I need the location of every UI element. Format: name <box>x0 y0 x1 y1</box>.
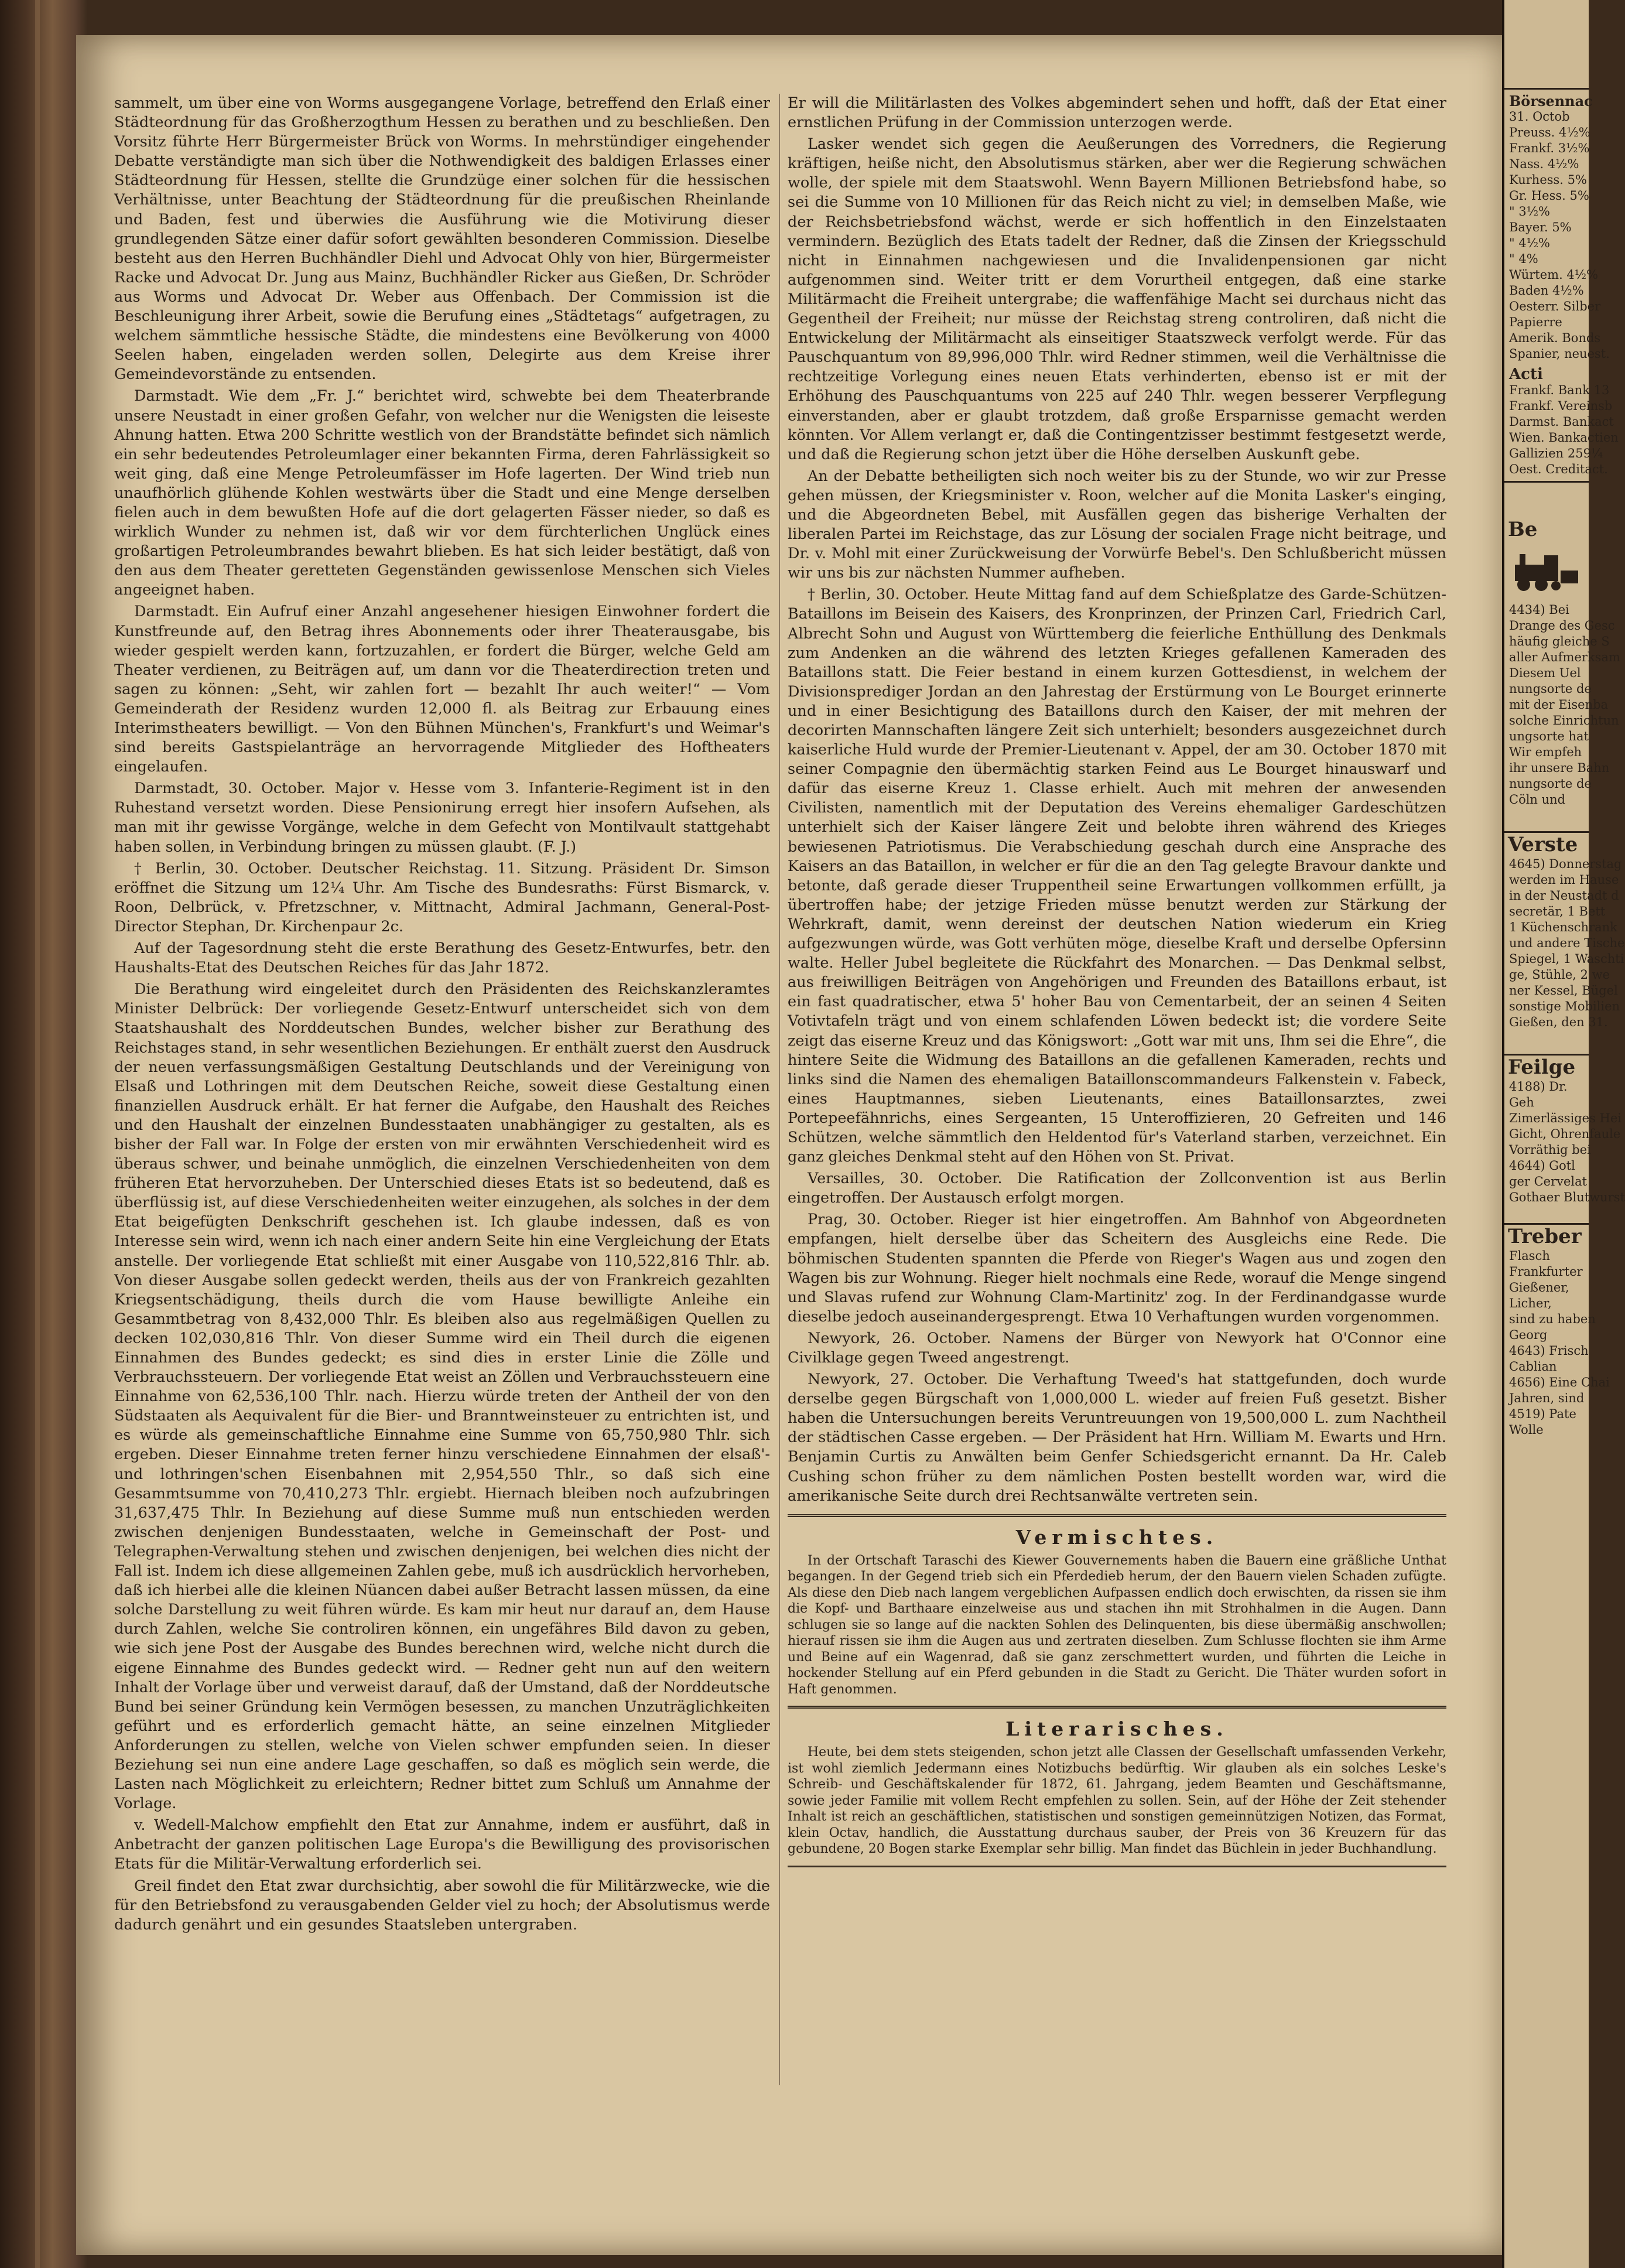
stock-exchange-box <box>1504 88 1619 483</box>
actien-list <box>1504 382 1619 477</box>
ad-line: 4644) Gotl <box>1509 1159 1575 1173</box>
ad3-head: Feilge <box>1504 1054 1589 1079</box>
ad-line: Spiegel, 1 Waschti <box>1509 952 1624 966</box>
ad-line: 4656) Eine Chai <box>1509 1375 1610 1389</box>
ad4-head: Treber <box>1504 1223 1589 1248</box>
ad-line: häufig gleiche S <box>1509 634 1610 648</box>
right-article: Newyork, 27. October. Die Verhaftung Tweed's hat stattgefunden, doch wurde derselbe gegen Bürgschaft von 1,000,000 L. wieder auf freien Fuß gesetzt. Bisher haben die Untersuchungen bereits Veruntreuungen von 19,500,000 L. zum Nachtheil der städtischen Casse ergeben. — Der Präsident hat Hrn. William M. Ewarts und Hrn. Benjamin Curtis zu Anwälten beim Genfer Schiedsgericht ernannt. Da Hr. Caleb Cushing schon früher zu dem nämlichen Posten bestellt worden war, wird die amerikanische Seite durch drei Rechtsanwälte vertreten sein. <box>788 1371 1446 1505</box>
literarisches-text: Heute, bei dem stets steigenden, schon jetzt alle Classen der Gesellschaft umfassenden Verkehr, ist wohl ziemlich Jedermann eines Notizbuchs bedürftig. Wir glauben als ein solches Leske's Schreib- und Geschäftskalender für 1872, 61. Jahrgang, jedem Beamten und Geschäftsmanne, sowie jeder Familie mit vollem Recht empfehlen zu sollen. Sein, auf der Höhe der Zeit stehender Inhalt ist reich an geschäftlichen, statistischen und sonstigen gemeinnützigen Notizen, das Format, klein Octav, handlich, die Ausstattung durchaus sauber, der Preis von 36 Kreuzern für das gebundene, 20 Bogen starke Exemplar sehr billig. Man findet das Büchlein in jeder Buchhandlung. <box>788 1745 1446 1857</box>
adjacent-page-strip <box>1502 0 1625 2268</box>
exchange-rate-line: Bayer. 5% <box>1509 220 1572 234</box>
ad-line: Gothaer Blutwurst <box>1509 1190 1625 1204</box>
ad-line: ger Cervelat <box>1509 1174 1588 1188</box>
ad-line: Drange des Gesc <box>1509 619 1615 633</box>
ad-line: aller Aufmerksam <box>1509 650 1620 664</box>
ad-line: Diesem Uel <box>1509 666 1581 680</box>
literarisches-title: Literarisches. <box>1005 1717 1229 1741</box>
ad-line: Frankfurter <box>1509 1265 1583 1279</box>
ad-line: mit der Eisenba <box>1509 698 1609 712</box>
exchange-rate-line: " 4½% <box>1509 236 1551 250</box>
actien-line: Wien. Bankactien <box>1509 431 1619 445</box>
left-article: † Berlin, 30. October. Deutscher Reichstag. 11. Sitzung. Präsident Dr. Simson eröffnet die Sitzung um 12¼ Uhr. Am Tische des Bundesraths: Fürst Bismarck, v. Roon, Delbrück, v. Pfretzschner, v. Mittnacht, Admiral Jachmann, General-Post-Director Stephan, Dr. Kirchenpaur 2c. <box>114 859 770 935</box>
ad3-lines <box>1504 1079 1625 1205</box>
actien-line: Oest. Creditact. <box>1509 462 1608 476</box>
column-divider <box>779 94 780 2085</box>
ad-line: 4645) Donnerstag <box>1509 857 1622 871</box>
ad2-lines <box>1504 856 1625 1030</box>
right-article: An der Debatte betheiligten sich noch weiter bis zu der Stunde, wo wir zur Presse gehen müssen, der Kriegsminister v. Roon, welcher auf die Monita Lasker's einging, und die Abgeordneten Bebel, mit Ausfällen gegen das bisherige Verhalten der liberalen Partei im Reichstage, das zur Lösung der socialen Frage nicht beitrage, und Dr. v. Mohl mit einer Zurückweisung der Vorwürfe Bebel's. Den Schlußbericht müssen wir uns bis zur nächsten Nummer aufheben. <box>788 467 1446 582</box>
left-article: Darmstadt. Ein Aufruf einer Anzahl angesehener hiesigen Einwohner fordert die Kunstfreunde auf, den Betrag ihres Abonnements oder ihrer Theaterausgabe, bis wieder gespielt werden kann, fortzuzahlen, er fordert die Bürger, welche Geld am Theater verdienen, zu Beiträgen auf, um dann vor die Theaterdirection treten und sagen zu können: „Seht, wir zahlen fort — bezahlt Ihr auch weiter!“ — Vom Gemeinderath der Residenz wurden 12,000 fl. als Beitrag zur Erbauung eines Interimstheaters bewilligt. — Von den Bühnen München's, Frankfurt's und Weimar's sind bereits Gastspielanträge an hervorragende Mitglieder des Hoftheaters eingelaufen. <box>114 603 770 776</box>
book-binding <box>0 0 88 2268</box>
ad-line: 4519) Pate <box>1509 1407 1576 1421</box>
left-article: Auf der Tagesordnung steht die erste Berathung des Gesetz-Entwurfes, betr. den Haushalts-Etat des Deutschen Reiches für das Jahr 1872. <box>114 940 770 977</box>
section-rule <box>788 1514 1446 1517</box>
ad2-head: Verste <box>1504 831 1589 856</box>
ad1-head: Be <box>1508 518 1538 541</box>
ad-line: 1 Küchenschrank <box>1509 920 1617 934</box>
ad-line: 4643) Frisch <box>1509 1344 1589 1358</box>
ad-line: Gicht, Ohrenfaule <box>1509 1127 1621 1141</box>
ad-line: Cablian <box>1509 1360 1557 1374</box>
left-article: sammelt, um über eine von Worms ausgegangene Vorlage, betreffend den Erlaß einer Städteordnung für das Großherzogthum Hessen zu berathen und zu beschließen. Den Vorsitz führte Herr Bürgermeister Brück von Worms. In mehrstündiger eingehender Debatte verständigte man sich über die Nothwendigkeit des baldigen Erlasses einer Städteordnung für Hessen, stellte die Grundzüge einer solchen für die hessischen Verhältnisse, unter Beachtung der Städteordnung für die preußischen Rheinlande und Baden, fest und überwies die Ausführung wie die Motivirung dieser grundlegenden Sätze einer dafür sofort gewählten besonderen Commission. Dieselbe besteht aus den Herren Buchhändler Diehl und Advocat Ohly von hier, Bürgermeister Racke und Advocat Dr. Jung aus Mainz, Buchhändler Ricker aus Gießen, Dr. Schröder aus Worms und Advocat Dr. Weber aus Offenbach. Der Commission ist die Beschleunigung ihrer Arbeit, sowie die Berufung eines „Städtetags“ aufgetragen, zu welchem sämmtliche hessische Städte, die mindestens eine Bevölkerung von 4000 Seelen haben, eingeladen werden sollen, Delegirte aus dem Kreise ihrer Gemeindevorstände zu entsenden. <box>114 94 770 384</box>
exchange-date: 31. Octob <box>1509 110 1570 124</box>
ad-line: in der Neustadt d <box>1509 889 1619 903</box>
right-article: Lasker wendet sich gegen die Aeußerungen des Vorredners, die Regierung kräftigen, heiße nicht, den Absolutismus stärken, aber wer die Regierung schwächen wolle, der spiele mit dem Staatswohl. Wenn Bayern Millionen Betriebsfond habe, so sei die Summe von 10 Millionen für das Reich nicht zu viel; in demselben Maße, wie der Reichsbetriebsfond wächst, werde er sich hoffentlich in den Einzelstaaten vermindern. Bezüglich des Etats tadelt der Redner, daß die Zinsen der Kriegsschuld nicht in Einnahmen nachgewiesen und die Invalidenpensionen gar nicht aufgenommen sind. Weiter tritt er dem Vorurtheil entgegen, daß eine starke Militärmacht die Freiheit untergrabe; die waffenfähige Macht sei durchaus nicht das Gegentheil der Freiheit; nur müsse der Reichstag streng controliren, daß nicht die Entwickelung der Militärmacht als einseitiger Staatszweck verfolgt werde. Für das Pauschquantum von 89,996,000 Thlr. wird Redner stimmen, weil die Verhältnisse die rechtzeitige Vorlegung eines neuen Etats verhinderten, ebenso ist er mit der Erhöhung des Pauschquantums von 225 auf 240 Thlr. wegen besserer Verpflegung einverstanden, aber er glaubt trotzdem, daß große Ersparnisse gemacht werden könnten. Vor Allem verlangt er, daß die Contingentzisser bestimmt festgesetzt werde, und daß die Regierung schon jetzt über die Höhe derselben Auskunft gebe. <box>788 135 1446 463</box>
right-article: Newyork, 26. October. Namens der Bürger von Newyork hat O'Connor eine Civilklage gegen Tweed angestrengt. <box>788 1329 1446 1367</box>
exchange-rate-line: Gr. Hess. 5% <box>1509 189 1589 203</box>
ad-line: secretär, 1 Bett <box>1509 904 1606 918</box>
exchange-rate-line: Frankf. 3½% <box>1509 141 1590 155</box>
exchange-rate-line: Baden 4½% <box>1509 284 1584 298</box>
exchange-header: Börsennac <box>1509 93 1593 110</box>
actien-line: Gallizien 259¼ <box>1509 446 1603 460</box>
actien-line: Frankf. Vereinsb <box>1509 399 1613 413</box>
ad-line: nungsorte de <box>1509 682 1592 696</box>
ad4-lines <box>1504 1248 1610 1438</box>
exchange-rate-line: Kurhess. 5% <box>1509 173 1587 187</box>
right-articles <box>788 94 1446 1506</box>
left-article: v. Wedell-Malchow empfiehlt den Etat zur Annahme, indem er ausführt, daß in Anbetracht der ganzen politischen Lage Europa's die Bewilligung des provisorischen Etats für die Militär-Verwaltung erforderlich sei. <box>114 1816 770 1873</box>
exchange-rate-line: Spanier, neuest. <box>1509 347 1610 361</box>
left-article: Greil findet den Etat zwar durchsichtig, aber sowohl die für Militärzwecke, wie die für den Betriebsfond zu verausgabenden Gelder viel zu hoch; der Absolutismus werde dadurch genährt und ein gesundes Staatsleben untergraben. <box>114 1877 770 1934</box>
ad-line: Wir empfeh <box>1509 745 1582 759</box>
ad-line: Zimerlässiges Hei <box>1509 1111 1621 1125</box>
right-article: Prag, 30. October. Rieger ist hier eingetroffen. Am Bahnhof von Abgeordneten empfangen, hielt derselbe über das Scheitern des Ausgleichs eine Rede. Die böhmischen Studenten spannten die Pferde von Rieger's Wagen aus und zogen den Wagen bis zur Wohnung. Rieger hielt nochmals eine Rede, worauf die Menge singend und Slavas rufend zur Wohnung Clam-Martinitz' zog. In der Ferdinandgasse wurde dieselbe jedoch auseinandergesprengt. Etwa 10 Verhaftungen wurden vorgenommen. <box>788 1211 1446 1326</box>
right-article: Er will die Militärlasten des Volkes abgemindert sehen und hofft, daß der Etat einer ernstlichen Prüfung in der Commission unterzogen werde. <box>788 94 1446 132</box>
ad-line: 4188) Dr. <box>1509 1080 1568 1094</box>
actien-line: Frankf. Bank 13 <box>1509 383 1610 397</box>
ad-line: Licher, <box>1509 1296 1552 1310</box>
ad-line: ihr unsere Bahn <box>1509 761 1610 775</box>
ad-line: Jahren, sind <box>1509 1391 1585 1405</box>
ad-line: Geh <box>1509 1095 1534 1109</box>
ad-line: werden im Hause <box>1509 873 1619 887</box>
vermischtes-text: In der Ortschaft Taraschi des Kiewer Gouvernements haben die Bauern eine gräßliche Unthat begangen. In der Gegend trieb sich ein Pferdedieb herum, der den Bauern vielen Schaden zufügte. Als diese den Dieb nach langem vergeblichen Aufpassen endlich doch erwischten, da rissen sie ihm die Kopf- und Barthaare einzelweise aus und stachen ihn mit Strohhalmen in die Augen. Dann schlugen sie so lange auf die nackten Sohlen des Delinquenten, bis diese übermäßig anschwollen; hierauf rissen sie ihm die Augen aus und zertraten dieselben. Zum Schlusse flochten sie ihm Arme und Beine auf ein Wagenrad, daß sie ganz zerschmettert wurden, und führten die Leiche in hockender Stellung auf ein Pferd gebunden in die Stadt zu Gericht. Die Thäter wurden sofort in Haft genommen. <box>788 1553 1446 1697</box>
right-article: Versailles, 30. October. Die Ratification der Zollconvention ist aus Berlin eingetroffen. Der Austausch erfolgt morgen. <box>788 1170 1446 1207</box>
ad-line: sind zu haben <box>1509 1312 1596 1326</box>
ad-line: Georg <box>1509 1328 1548 1342</box>
exchange-rate-line: Nass. 4½% <box>1509 157 1579 171</box>
ad-line: 4434) Bei <box>1509 603 1569 617</box>
ad-line: sonstige Mobilien <box>1509 999 1620 1013</box>
right-column <box>788 94 1446 1873</box>
left-column <box>114 94 770 1937</box>
ad-line: Gießen, den 31. <box>1509 1015 1608 1029</box>
left-article: Die Berathung wird eingeleitet durch den Präsidenten des Reichskanzleramtes Minister Delbrück: Der vorliegende Gesetz-Entwurf unterscheidet sich von dem Staatshaushalt des Norddeutschen Bundes, welcher bisher zur Berathung des Reichstages stand, in sehr wesentlichen Beziehungen. Er enthält zuerst den Ausdruck der neuen verfassungsmäßigen Gestaltung Deutschlands und der Vereinigung von Elsaß und Lothringen mit dem Deutschen Reiche, soweit diese Gestaltung einen finanziellen Ausdruck erhält. Er hat ferner die Aufgabe, den Haushalt des Reiches und den Haushalt der einzelnen Bundesstaaten unabhängiger zu gestalten, als es bisher der Fall war. In Folge der ersten von mir erwähnten Verschiedenheit wird es überaus schwer, und beinahe unmöglich, die einzelnen Verschiedenheiten von dem früheren Etat hervorzuheben. Der Unterschied dieses Etats ist so bedeutend, daß es überflüssig ist, auf diese Verschiedenheiten weiter einzugehen, als solches in der dem Etat beigefügten Denkschrift geschehen ist. Ich glaube indessen, daß es von Interesse sein wird, wenn ich nach einer andern Seite hin eine Vergleichung der Etats anstelle. Der vorliegende Etat schließt mit einer Ausgabe von 110,522,816 Thlr. ab. Von dieser Ausgabe sollen gedeckt werden, theils aus der von Frankreich gezahlten Kriegsentschädigung, theils durch die vom Hause bewilligte Anleihe ein Gesammtbetrag von 8,432,000 Thlr. Es bleiben also aus regelmäßigen Quellen zu decken 102,030,816 Thlr. Von dieser Summe wird ein Theil durch die eigenen Einnahmen des Bundes gedeckt; es sind dies in erster Linie die Zölle und Verbrauchssteuern. Der vorliegende Etat weist an Zöllen und Verbrauchssteuern eine Einnahme von 62,536,100 Thlr. nach. Hierzu würde treten der Antheil der von den Südstaaten als Aequivalent für die Bier- und Branntweinsteuer zu entrichten ist, und es würde als gemeinschaftliche Einnahme eine Summe von 65,750,980 Thlr. sich ergeben. Dieser Einnahme treten ferner hinzu verschiedene Einnahmen der elsaß'- und lothringen'schen Eisenbahnen mit 2,954,550 Thlr., so daß sich eine Gesammtsumme von 70,410,273 Thlr. ergiebt. Hiernach bleiben noch aufzubringen 31,637,475 Thlr. In Beziehung auf diese Summe muß nun entschieden werden zwischen denjenigen Bundesstaaten, welche in Gemeinschaft der Post- und Telegraphen-Verwaltung stehen und zwischen denjenigen, bei welchen dies nicht der Fall ist. Indem ich diese allgemeinen Zahlen gebe, muß ich ausdrücklich hervorheben, daß ich hierbei alle die kleinen Nüancen dabei außer Betracht lassen müssen, da eine solche Darstellung zu weit führen würde. Es kam mir heut nur darauf an, dem Hause durch Zahlen, welche Sie controliren können, ein ungefähres Bild davon zu geben, wie sich jene Post der Ausgabe des Bundes berechnen wird, welche nicht durch die eigene Einnahme des Bundes gedeckt wird. — Redner geht nun auf den weitern Inhalt der Vorlage über und verweist darauf, daß der Umstand, daß der Norddeutsche Bund bei seiner Gründung kein Vermögen besessen, zu manchen Unzuträglichkeiten geführt und es erforderlich gemacht hätte, an seine einzelnen Mitglieder Anforderungen zu stellen, welche von Vielen schwer empfunden seien. In dieser Beziehung sei nun eine andere Lage geschaffen, so daß es möglich sein werde, die Lasten nach Möglichkeit zu erleichtern; Redner bittet zum Schluß um Annahme der Vorlage. <box>114 981 770 1813</box>
ad-line: ner Kessel, Bügel <box>1509 983 1618 998</box>
exchange-rate-line: Papierre <box>1509 315 1562 329</box>
section-rule <box>788 1866 1446 1867</box>
vermischtes-title: Vermischtes. <box>1015 1525 1219 1549</box>
ad-line: Flasch <box>1509 1249 1550 1263</box>
exchange-rates <box>1504 125 1610 362</box>
exchange-rate-line: Oesterr. Silber <box>1509 299 1601 313</box>
ad-line: Wolle <box>1509 1423 1544 1437</box>
exchange-rate-line: Preuss. 4½% <box>1509 125 1590 139</box>
ad-line: ge, Stühle, 2 we <box>1509 968 1610 982</box>
ad1-lines <box>1504 602 1620 808</box>
ad-line: Vorräthig bei <box>1509 1143 1591 1157</box>
left-article: Darmstadt, 30. October. Major v. Hesse vom 3. Infanterie-Regiment ist in den Ruhestand versetzt worden. Diese Pensionirung erregt hier insofern Aufsehen, als man mit ihr gewisse Vorgänge, welche in dem Gefecht von Montilvault stattgehabt haben sollen, in Verbindung bringen zu müssen glaubt. (F. J.) <box>114 780 770 856</box>
ad-line: Cöln und <box>1509 793 1566 807</box>
actien-header: Acti <box>1509 366 1543 383</box>
exchange-rate-line: " 3½% <box>1509 204 1551 218</box>
section-rule <box>788 1706 1446 1709</box>
locomotive-icon <box>1509 547 1579 594</box>
ad-line: und andere Tische <box>1509 936 1625 950</box>
ad-line: nungsorte de <box>1509 777 1592 791</box>
actien-line: Darmst. Bankact <box>1509 415 1614 429</box>
exchange-rate-line: " 4% <box>1509 252 1538 266</box>
left-article: Darmstadt. Wie dem „Fr. J.“ berichtet wird, schwebte bei dem Theaterbrande unsere Neustadt in einer großen Gefahr, von welcher nur die Wenigsten die leiseste Ahnung hatten. Etwa 200 Schritte westlich von der Brandstätte befindet sich nämlich ein sehr bedeutendes Petroleumlager einer bekannten Firma, deren Fahrlässigkeit so weit ging, daß eine Menge Petroleumfässer im Hofe lagerten. Der Wind trieb nun unaufhörlich glühende Kohlen westwärts über die Stadt und eine Menge derselben fielen auch in dem bewußten Hofe auf die dort gelagerten Fässer nieder, so daß es wirklich Wunder zu nehmen ist, daß wir vor dem fürchterlichen Unglück eines großartigen Petroleumbrandes bewahrt blieben. Es hat sich leider bestätigt, daß von den aus dem Theater geretteten Gegenständen gewissenlose Menschen sich Vieles angeeignet haben. <box>114 387 770 599</box>
ad-line: solche Einrichtun <box>1509 713 1619 727</box>
ad-line: Gießener, <box>1509 1280 1569 1294</box>
exchange-rate-line: Würtem. 4½% <box>1509 268 1599 282</box>
right-article: † Berlin, 30. October. Heute Mittag fand auf dem Schießplatze des Garde-Schützen-Bataillons im Beisein des Kaisers, des Kronprinzen, der Prinzen Carl, Friedrich Carl, Albrecht Sohn und August von Württemberg die feierliche Enthüllung des Denkmals zum Andenken an die während des letzten Krieges gefallenen Kameraden des Bataillons statt. Die Feier bestand in einem kurzen Gottesdienst, in welchem der Divisionsprediger Jordan an den Jahrestag der Erstürmung von Le Bourget erinnerte und in einer Besichtigung des Bataillons durch den Kaiser, der mit mehren der decorirten Mannschaften längere Zeit sich unterhielt; besonders ausgezeichnet durch kaiserliche Huld wurde der Premier-Lieutenant v. Appel, der am 30. October 1870 mit seiner Compagnie den übermächtig starken Feind aus Le Bourget hinauswarf und dafür das eiserne Kreuz 1. Classe erhielt. Auch mit mehren der anwesenden Civilisten, namentlich mit der Deputation des Vereins ehemaliger Gardeschützen unterhielt sich der Kaiser längere Zeit und belobte ihren während des Krieges bewiesenen Patriotismus. Die Verabschiedung geschah durch eine Ansprache des Kaisers an das Bataillon, in welcher er für die an den Tag gelegte Bravour dankte und betonte, daß gerade dieser Truppentheil seine Erwartungen vollkommen erfüllt, ja übertroffen habe; der jetzige Frieden müsse benutzt werden zur Stärkung der Wehrkraft, damit, wenn dereinst der deutschen Nation wiederum ein Krieg aufgezwungen würde, was Gott verhüten möge, dieselbe Kraft und derselbe Opfersinn walte. Heller Jubel begleitete die Rückfahrt des Monarchen. — Das Denkmal selbst, aus freiwilligen Beiträgen von Angehörigen und Freunden des Bataillons erbaut, ist ein fast quadratischer, etwa 5' hoher Bau von Cementarbeit, der an seinen 4 Seiten Votivtafeln trägt und von einem schlafenden Löwen bedeckt ist; die vordere Seite zeigt das eiserne Kreuz und das Königswort: „Gott war mit uns, Ihm sei die Ehre“, die hintere Seite die Widmung des Bataillons an die gefallenen Kameraden, rechts und links sind die Namen des ehemaligen Bataillonscommandeurs Falkenstein v. Fabeck, eines Hauptmannes, sieben Lieutenants, eines Bataillonsarztes, zwei Portepeefähnrichs, eines Sergeanten, 15 Unteroffizieren, 20 Gefreiten und 146 Schützen, welche sämmtlich den Heldentod für's Vaterland starben, verzeichnet. Ein ganz gleiches Denkmal steht auf den Höhen von St. Privat. <box>788 586 1446 1166</box>
exchange-rate-line: Amerik. Bonds <box>1509 331 1601 345</box>
ad-line: ungsorte hat <box>1509 729 1589 743</box>
